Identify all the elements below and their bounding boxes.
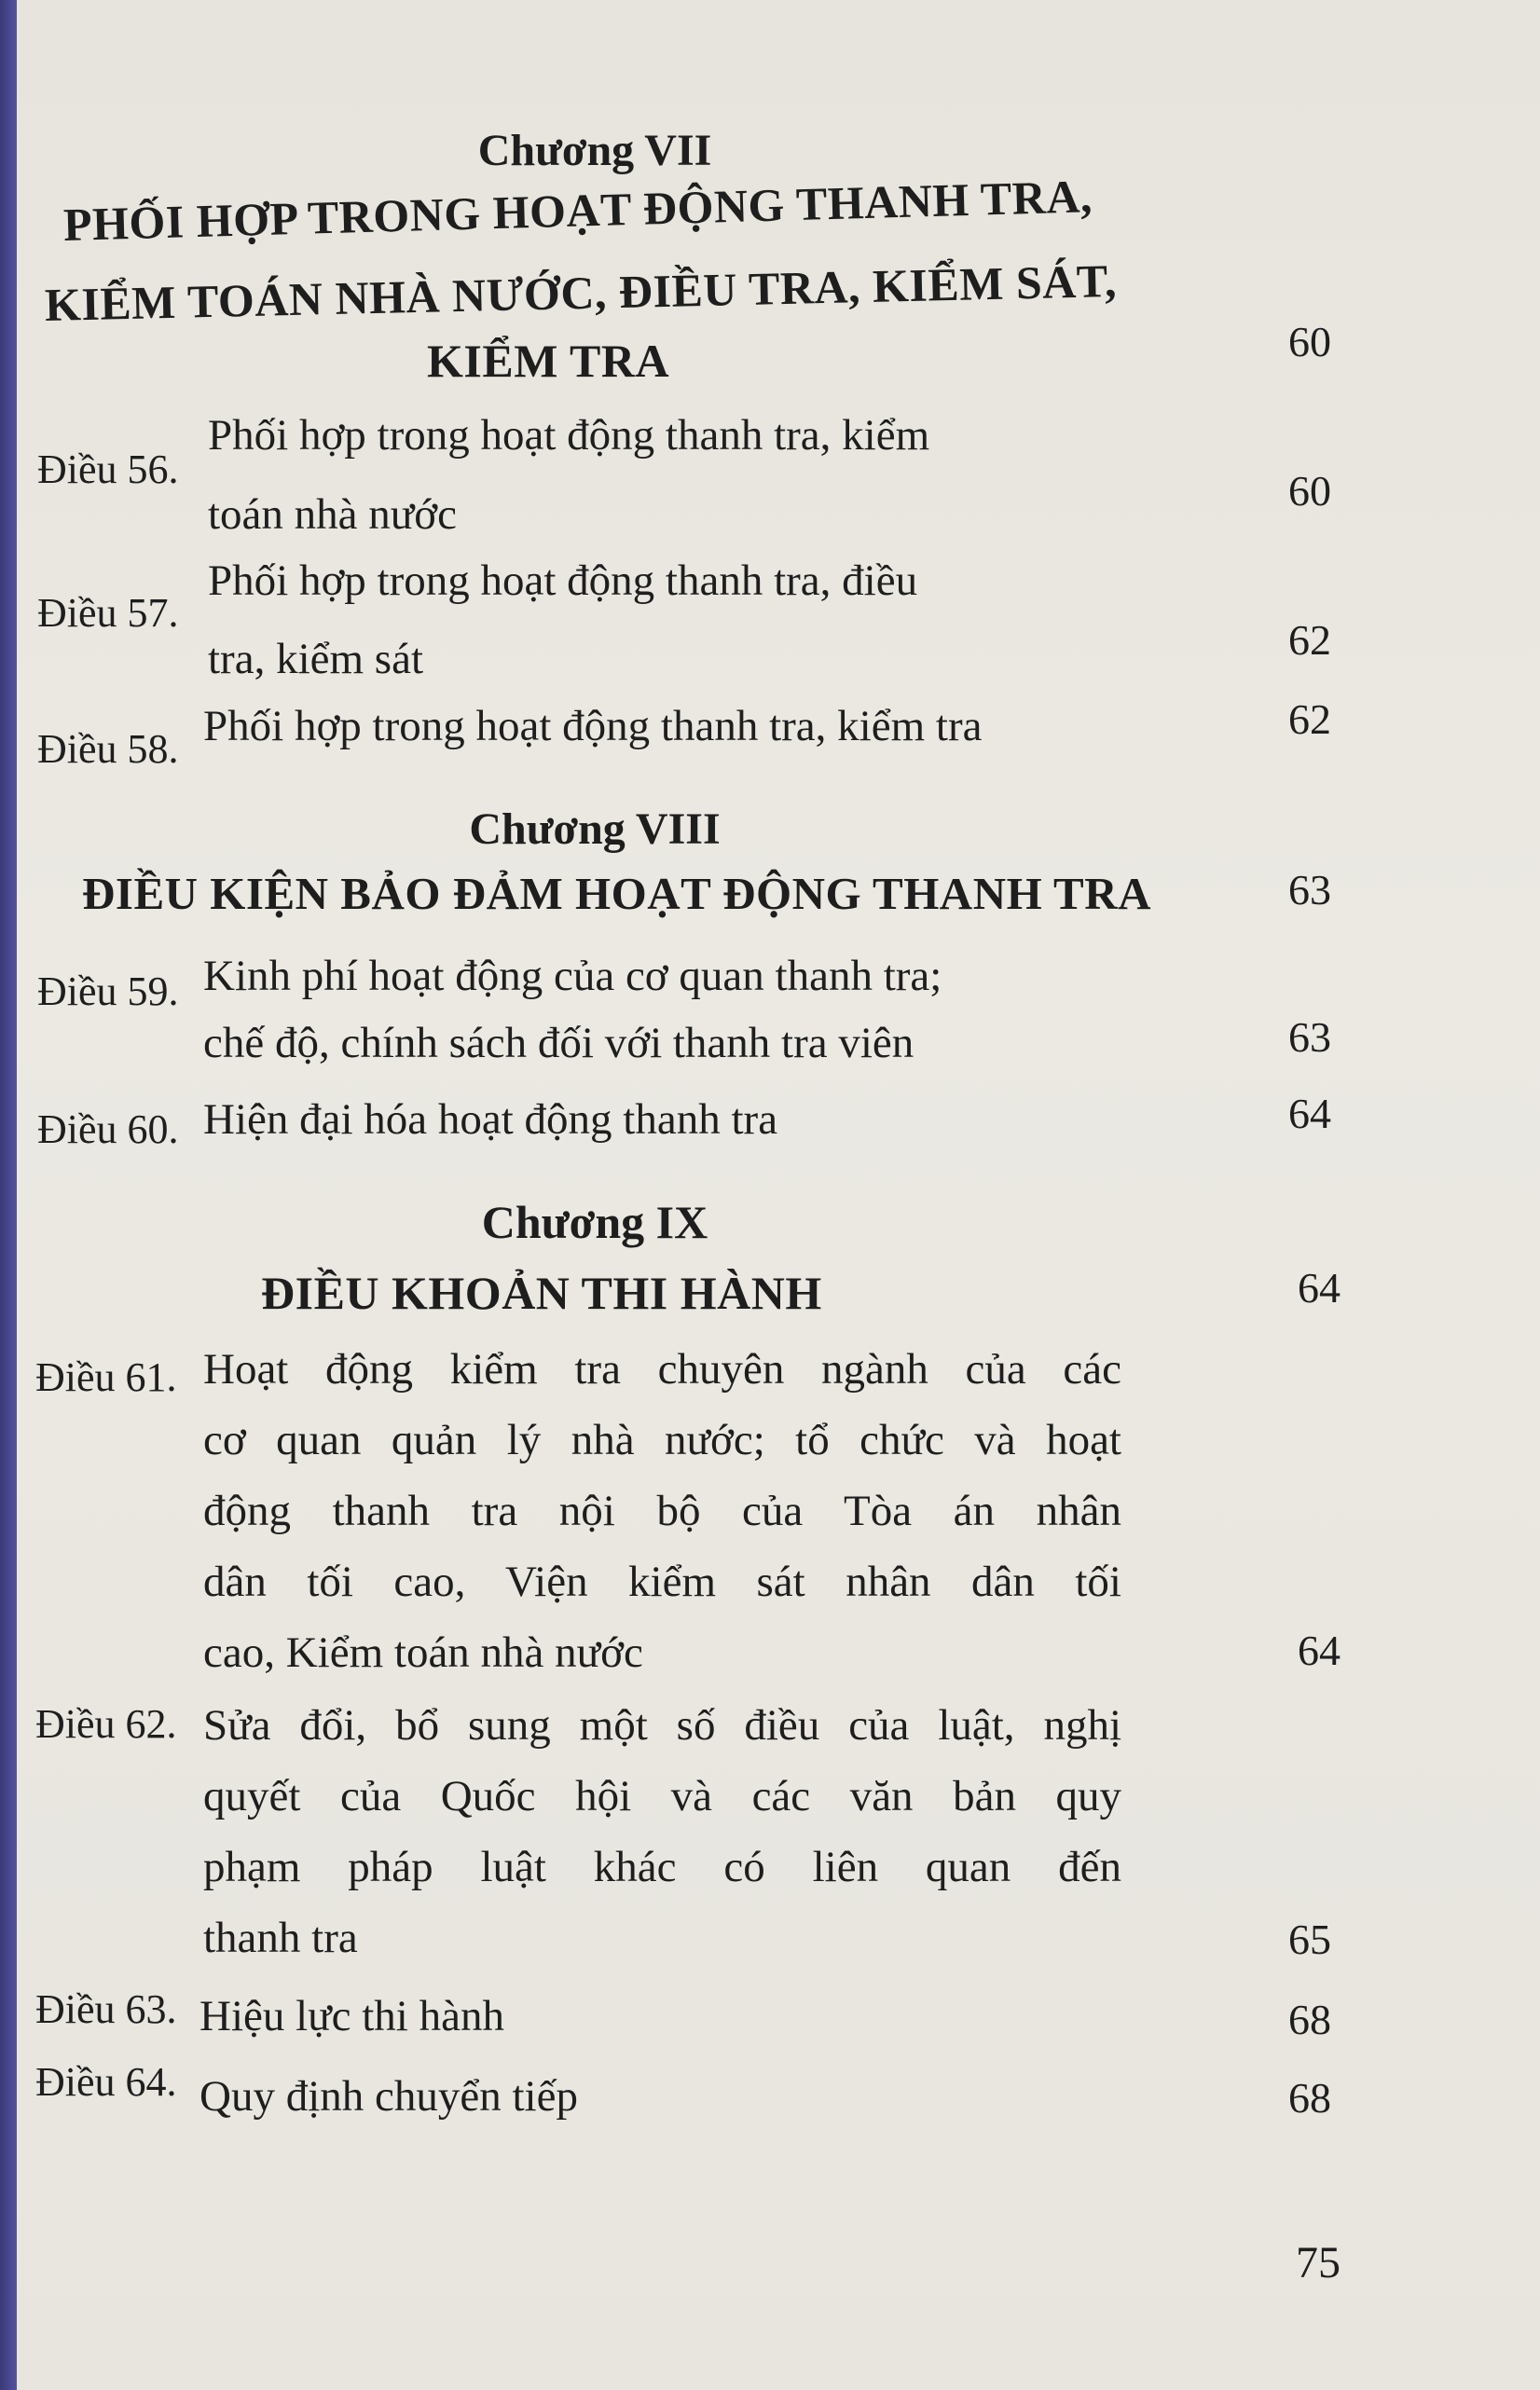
article-64-label: Điều 64.	[35, 2059, 177, 2105]
article-57-title-line-2: tra, kiểm sát	[208, 635, 424, 683]
article-57-title-line-1: Phối hợp trong hoạt động thanh tra, điều	[208, 556, 918, 605]
article-59-page: 63	[1288, 1013, 1331, 1061]
article-62-title-line-1: Sửa đổi, bổ sung một số điều của luật, nghị	[203, 1701, 1121, 1750]
chapter-8-title: ĐIỀU KIỆN BẢO ĐẢM HOẠT ĐỘNG THANH TRA	[82, 868, 1152, 919]
chapter-8-page: 63	[1288, 866, 1331, 913]
article-62-title-line-2: quyết của Quốc hội và các văn bản quy	[203, 1772, 1121, 1820]
article-62-label: Điều 62.	[35, 1701, 177, 1747]
article-61-title-line-2: cơ quan quản lý nhà nước; tổ chức và hoạt	[203, 1416, 1121, 1464]
article-56-label: Điều 56.	[37, 446, 179, 492]
article-60-label: Điều 60.	[37, 1106, 179, 1152]
article-59-title-line-2: chế độ, chính sách đối với thanh tra viên	[203, 1019, 914, 1067]
article-64-title-line-1: Quy định chuyển tiếp	[199, 2072, 578, 2121]
article-60-page: 64	[1288, 1090, 1331, 1137]
article-57-label: Điều 57.	[37, 590, 179, 636]
chapter-7-title-line-3: KIỂM TRA	[427, 335, 670, 387]
article-56-title-line-1: Phối hợp trong hoạt động thanh tra, kiểm	[208, 411, 930, 460]
article-62-page: 65	[1288, 1916, 1331, 1963]
chapter-9-label: Chương IX	[481, 1196, 708, 1248]
article-58-title-line-1: Phối hợp trong hoạt động thanh tra, kiểm tra	[203, 702, 983, 750]
chapter-7-page: 60	[1288, 318, 1331, 365]
article-59-label: Điều 59.	[37, 968, 179, 1014]
chapter-7-title-line-2: KIỂM TOÁN NHÀ NƯỚC, ĐIỀU TRA, KIỂM SÁT,	[44, 254, 1118, 331]
article-61-label: Điều 61.	[35, 1354, 177, 1400]
chapter-9-title: ĐIỀU KHOẢN THI HÀNH	[261, 1267, 822, 1319]
chapter-8-label: Chương VIII	[469, 804, 721, 854]
article-59-title-line-1: Kinh phí hoạt động của cơ quan thanh tra;	[203, 952, 942, 1000]
article-62-title-line-4: thanh tra	[203, 1914, 358, 1962]
chapter-7-title-line-1: PHỐI HỢP TRONG HOẠT ĐỘNG THANH TRA,	[62, 170, 1093, 251]
article-58-label: Điều 58.	[37, 726, 179, 772]
article-60-title-line-1: Hiện đại hóa hoạt động thanh tra	[203, 1095, 778, 1144]
article-61-title-line-1: Hoạt động kiểm tra chuyên ngành của các	[203, 1345, 1121, 1394]
article-63-title-line-1: Hiệu lực thi hành	[199, 1992, 504, 2040]
article-56-title-line-2: toán nhà nước	[208, 490, 457, 539]
page-number: 75	[1296, 2238, 1341, 2287]
article-63-page: 68	[1288, 1996, 1331, 2043]
article-62-title-line-3: phạm pháp luật khác có liên quan đến	[203, 1843, 1121, 1891]
article-57-page: 62	[1288, 616, 1331, 664]
toc-page	[17, 0, 1540, 2390]
article-64-page: 68	[1288, 2074, 1331, 2122]
article-61-page: 64	[1298, 1627, 1341, 1674]
article-63-label: Điều 63.	[35, 1986, 177, 2032]
article-56-page: 60	[1288, 467, 1331, 515]
article-61-title-line-3: động thanh tra nội bộ của Tòa án nhân	[203, 1487, 1121, 1535]
article-61-title-line-5: cao, Kiểm toán nhà nước	[203, 1628, 643, 1677]
chapter-9-page: 64	[1298, 1264, 1341, 1312]
article-61-title-line-4: dân tối cao, Viện kiểm sát nhân dân tối	[203, 1558, 1121, 1606]
article-58-page: 62	[1288, 695, 1331, 743]
chapter-7-label: Chương VII	[477, 126, 712, 175]
